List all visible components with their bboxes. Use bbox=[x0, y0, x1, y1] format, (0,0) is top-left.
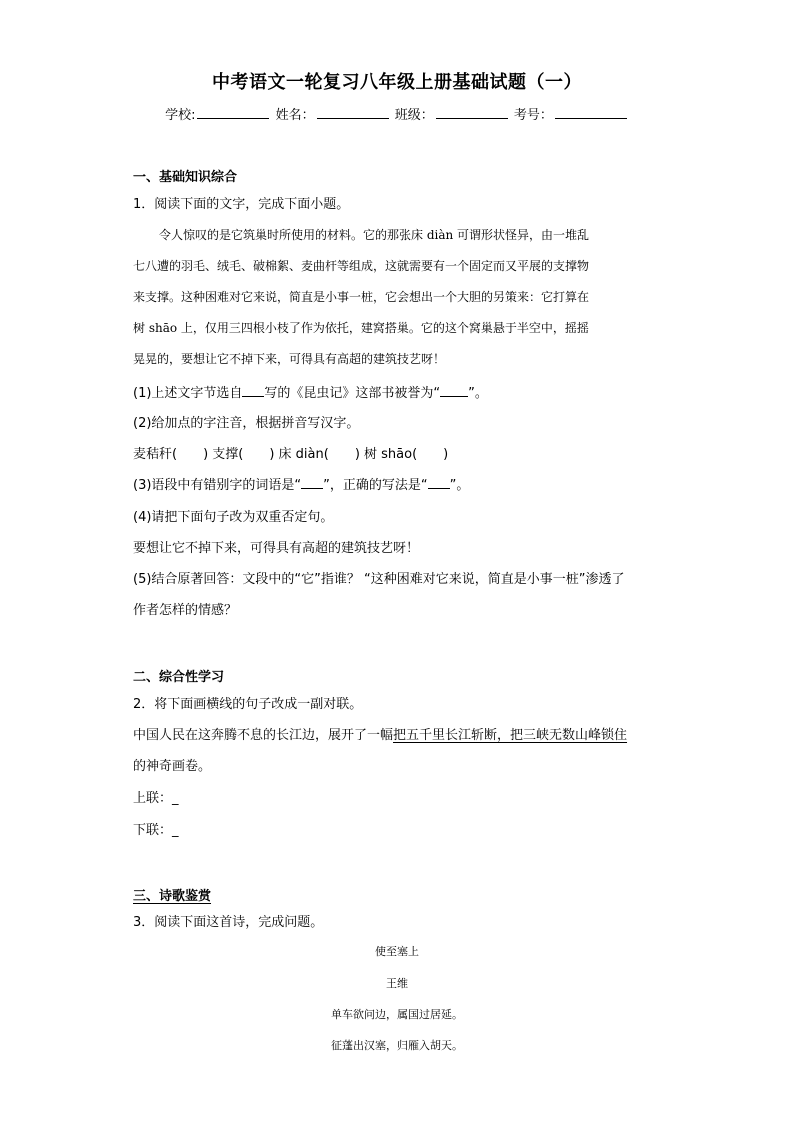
section3-heading: 三、诗歌鉴赏 bbox=[133, 889, 212, 904]
sub-question-5-cont: 作者怎样的情感？ bbox=[133, 603, 238, 618]
couplet-sentence bbox=[133, 724, 627, 743]
sub-question-4-sentence: 要想让它不掉下来，可得具有高超的建筑技艺呀！ bbox=[133, 541, 420, 556]
class-label: 班级： bbox=[394, 108, 434, 123]
school-label: 学校: bbox=[165, 108, 196, 123]
upper-couplet[interactable]: 上联：_ bbox=[133, 791, 179, 806]
sub3-text-a: (3)语段中有错别字的词语是“ bbox=[133, 478, 302, 493]
question-1: 1．阅读下面的文字，完成下面小题。 bbox=[133, 197, 350, 212]
sub-question-4: (4)请把下面句子改为双重否定句。 bbox=[133, 510, 334, 525]
exam-no-label: 考号： bbox=[513, 108, 553, 123]
correct-word-blank[interactable] bbox=[428, 478, 450, 489]
poem-title: 使至塞上 bbox=[375, 945, 419, 958]
class-blank[interactable] bbox=[436, 106, 508, 119]
sub1-text-b: 写的《昆虫记》这部书被誉为“ bbox=[264, 386, 441, 401]
question-2: 2．将下面画横线的句子改成一副对联。 bbox=[133, 697, 363, 712]
couplet-sentence-end: 的神奇画卷。 bbox=[133, 759, 212, 774]
sub-question-2: (2)给加点的字注音，根据拼音写汉字。 bbox=[133, 416, 360, 431]
sub3-text-b: ”，正确的写法是“ bbox=[323, 478, 428, 493]
student-info-row bbox=[0, 104, 794, 123]
poem-line: 单车欲问边，属国过居延。 bbox=[331, 1008, 463, 1021]
poem-author: 王维 bbox=[386, 977, 408, 990]
poem-line: 征蓬出汉塞，归雁入胡天。 bbox=[331, 1039, 463, 1052]
author-blank[interactable] bbox=[242, 386, 264, 397]
sentence-part-a: 中国人民在这奔腾不息的长江边，展开了一幅 bbox=[133, 728, 394, 743]
passage-line: 来支撑。这种困难对它来说，简直是小事一桩，它会想出一个大胆的另策来：它打算在 bbox=[133, 290, 590, 304]
name-label: 姓名： bbox=[275, 108, 315, 123]
passage-line: 七八遭的羽毛、绒毛、破棉絮、麦曲杆等组成，这就需要有一个固定而又平展的支撑物 bbox=[133, 259, 590, 273]
question-3: 3．阅读下面这首诗，完成问题。 bbox=[133, 915, 324, 930]
passage-line: 树 shāo 上，仅用三四根小枝了作为依托，建窝搭巢。它的这个窝巢悬于半空中，摇摇 bbox=[133, 321, 589, 335]
sub1-text-c: ”。 bbox=[468, 386, 488, 401]
reputation-blank[interactable] bbox=[440, 386, 468, 397]
exam-no-blank[interactable] bbox=[555, 106, 627, 119]
wrong-word-blank[interactable] bbox=[301, 478, 323, 489]
section1-heading: 一、基础知识综合 bbox=[133, 170, 238, 185]
name-blank[interactable] bbox=[317, 106, 389, 119]
section2-heading: 二、综合性学习 bbox=[133, 670, 225, 685]
lower-couplet[interactable]: 下联：_ bbox=[133, 823, 179, 838]
sub-question-5: (5)结合原著回答：文段中的“它”指谁？ “这种困难对它来说，简直是小事一桩”渗透了 bbox=[133, 572, 625, 587]
pinyin-items: 麦秸秆( ) 支撑( ) 床 diàn( ) 树 shāo( ) bbox=[133, 447, 449, 462]
sub1-text-a: (1)上述文字节选自 bbox=[133, 386, 243, 401]
sub-question-3 bbox=[133, 474, 469, 493]
page-title: 中考语文一轮复习八年级上册基础试题（一） bbox=[212, 72, 582, 93]
school-blank[interactable] bbox=[197, 106, 269, 119]
passage-line: 令人惊叹的是它筑巢时所使用的材料。它的那张床 diàn 可谓形状怪异，由一堆乱 bbox=[159, 228, 590, 242]
sub-question-1 bbox=[133, 382, 488, 401]
sub3-text-c: ”。 bbox=[449, 478, 470, 493]
underlined-sentence: 把五千里长江斩断，把三峡无数山峰锁住 bbox=[393, 728, 628, 743]
passage-line: 晃晃的，要想让它不掉下来，可得具有高超的建筑技艺呀！ bbox=[133, 352, 446, 366]
